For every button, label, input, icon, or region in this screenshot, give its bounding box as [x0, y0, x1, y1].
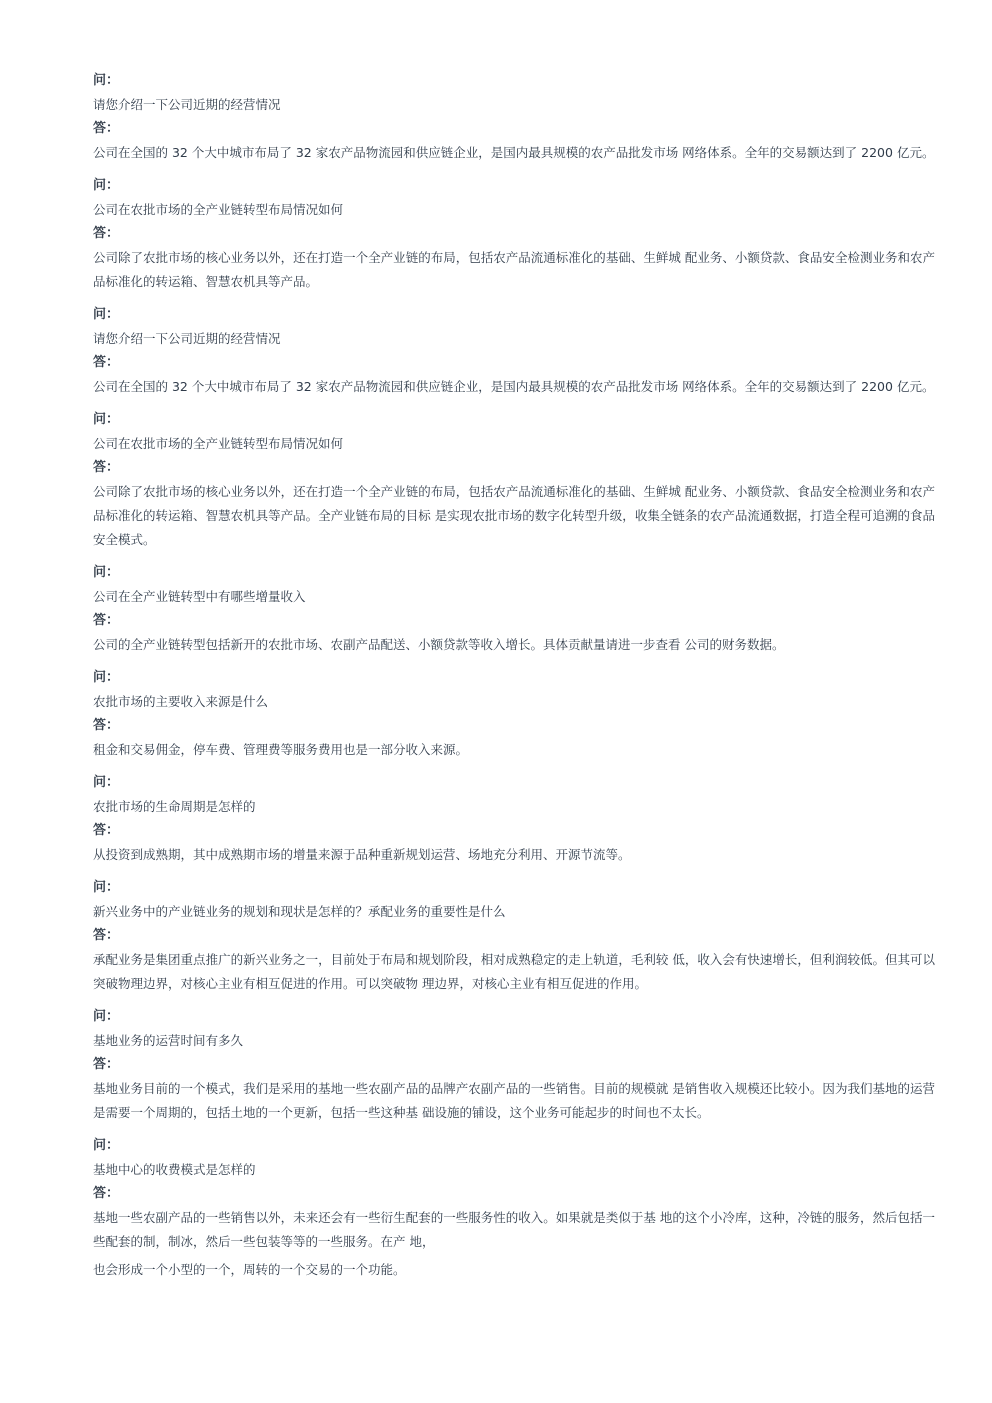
question-label: 问：: [93, 880, 120, 895]
question-text: 基地中心的收费模式是怎样的: [93, 1162, 256, 1177]
question-text: 公司在农批市场的全产业链转型布局情况如何: [93, 202, 344, 217]
qa-item: [93, 1005, 935, 1125]
question-label: 问：: [93, 307, 120, 322]
qa-item: [93, 303, 935, 399]
qa-item: [93, 561, 935, 657]
question-text: 请您介绍一下公司近期的经营情况: [93, 331, 281, 346]
answer-text: 公司的全产业链转型包括新开的农批市场、农副产品配送、小额贷款等收入增长。具体贡献量请进一步查看 公司的财务数据。: [93, 637, 785, 652]
answer-label: 答：: [93, 226, 120, 241]
question-label: 问：: [93, 670, 120, 685]
question-label: 问：: [93, 565, 120, 580]
qa-item: [93, 174, 935, 294]
qa-item: [93, 771, 935, 867]
qa-item: [93, 408, 935, 552]
question-text: 基地业务的运营时间有多久: [93, 1033, 244, 1048]
question-label: 问：: [93, 73, 120, 88]
answer-label: 答：: [93, 460, 120, 475]
answer-label: 答：: [93, 613, 120, 628]
answer-continuation: 也会形成一个小型的一个，周转的一个交易的一个功能。: [93, 1262, 406, 1277]
qa-list: [93, 69, 935, 1291]
answer-text: 基地一些农副产品的一些销售以外，未来还会有一些衍生配套的一些服务性的收入。如果就是类似于基 地的这个小冷库，这种，冷链的服务，然后包括一些配套的制，制冰，然后一些包装等等的一些服务。在产 地，: [93, 1210, 935, 1249]
question-label: 问：: [93, 775, 120, 790]
answer-label: 答：: [93, 1057, 120, 1072]
answer-label: 答：: [93, 928, 120, 943]
answer-text: 公司除了农批市场的核心业务以外，还在打造一个全产业链的布局，包括农产品流通标准化的基础、生鲜城 配业务、小额贷款、食品安全检测业务和农产品标准化的转运箱、智慧农机具等产品。: [93, 250, 935, 289]
qa-item: [93, 876, 935, 996]
answer-text: 租金和交易佣金，停车费、管理费等服务费用也是一部分收入来源。: [93, 742, 469, 757]
qa-item: [93, 69, 935, 165]
answer-label: 答：: [93, 1186, 120, 1201]
question-label: 问：: [93, 1138, 120, 1153]
question-text: 公司在全产业链转型中有哪些增量收入: [93, 589, 306, 604]
answer-label: 答：: [93, 718, 120, 733]
question-label: 问：: [93, 178, 120, 193]
question-text: 农批市场的主要收入来源是什么: [93, 694, 269, 709]
answer-text: 公司除了农批市场的核心业务以外，还在打造一个全产业链的布局，包括农产品流通标准化的基础、生鲜城 配业务、小额贷款、食品安全检测业务和农产品标准化的转运箱、智慧农机具等产品。全产业链布局的目标 是实现农批市场的数字化转型升级，收集全链条的农产品流通数据，打造全程可追溯的食品安全模式。: [93, 484, 935, 547]
question-text: 请您介绍一下公司近期的经营情况: [93, 97, 281, 112]
answer-label: 答：: [93, 355, 120, 370]
answer-label: 答：: [93, 121, 120, 136]
question-text: 农批市场的生命周期是怎样的: [93, 799, 256, 814]
qa-item: [93, 666, 935, 762]
qa-item: [93, 1134, 935, 1282]
answer-text: 承配业务是集团重点推广的新兴业务之一，目前处于布局和规划阶段，相对成熟稳定的走上轨道，毛利较 低，收入会有快速增长，但利润较低。但其可以突破物理边界，对核心主业有相互促进的作用。可以突破物 理边界，对核心主业有相互促进的作用。: [93, 952, 935, 991]
answer-text: 公司在全国的 32 个大中城市布局了 32 家农产品物流园和供应链企业，是国内最具规模的农产品批发市场 网络体系。全年的交易额达到了 2200 亿元。: [93, 145, 935, 160]
question-label: 问：: [93, 412, 120, 427]
answer-text: 从投资到成熟期，其中成熟期市场的增量来源于品种重新规划运营、场地充分利用、开源节流等。: [93, 847, 631, 862]
answer-text: 基地业务目前的一个模式，我们是采用的基地一些农副产品的品牌产农副产品的一些销售。目前的规模就 是销售收入规模还比较小。因为我们基地的运营是需要一个周期的，包括土地的一个更新，包括一些这种基 础设施的铺设，这个业务可能起步的时间也不太长。: [93, 1081, 935, 1120]
answer-label: 答：: [93, 823, 120, 838]
question-label: 问：: [93, 1009, 120, 1024]
question-text: 公司在农批市场的全产业链转型布局情况如何: [93, 436, 344, 451]
question-text: 新兴业务中的产业链业务的规划和现状是怎样的？承配业务的重要性是什么: [93, 904, 506, 919]
answer-text: 公司在全国的 32 个大中城市布局了 32 家农产品物流园和供应链企业，是国内最具规模的农产品批发市场 网络体系。全年的交易额达到了 2200 亿元。: [93, 379, 935, 394]
